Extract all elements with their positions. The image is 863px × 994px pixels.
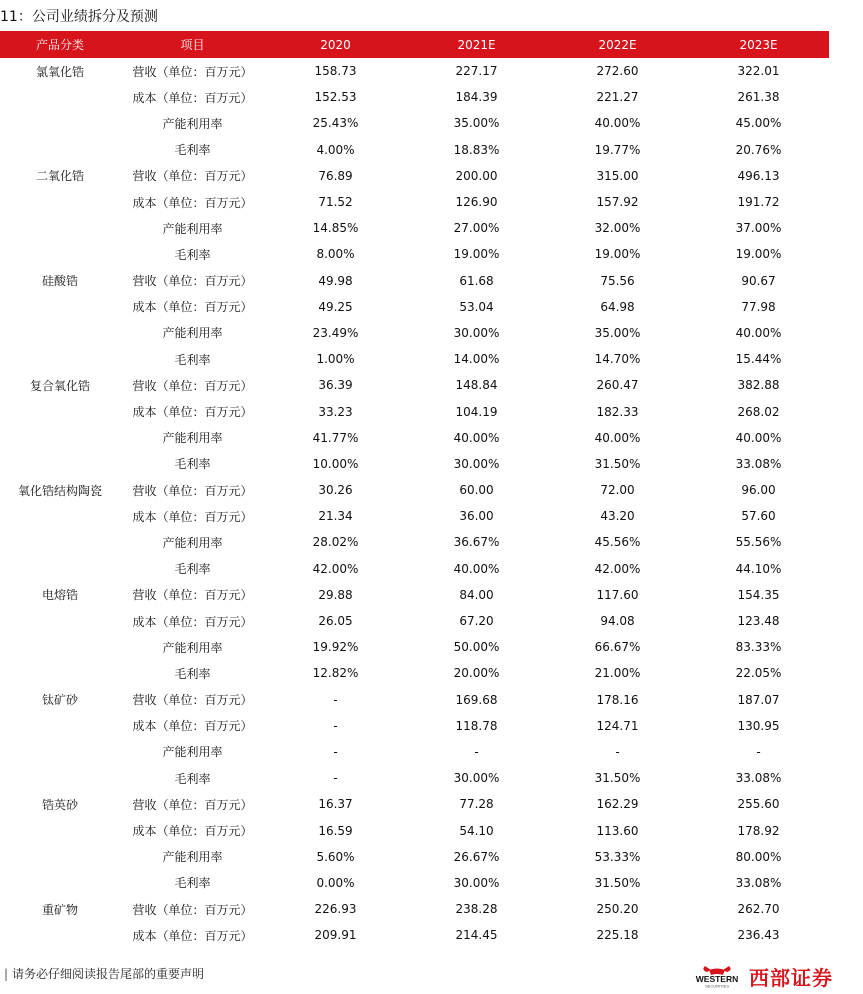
cell-value-2020: 158.73 [314, 64, 357, 79]
cell-value-2022e: 19.00% [594, 247, 641, 262]
table-row [0, 791, 829, 817]
cell-value-2023e: 33.08% [735, 875, 782, 890]
cell-value-2021e: 53.04 [459, 299, 494, 314]
cell-value-2022e: 178.16 [596, 692, 639, 707]
cell-value-2022e: 162.29 [596, 797, 639, 812]
table-row [0, 608, 829, 634]
cell-value-2021e: 19.00% [453, 247, 500, 262]
cell-value-2021e: 148.84 [455, 378, 498, 393]
cell-value-2023e: 178.92 [737, 823, 780, 838]
cell-category [0, 556, 120, 582]
cell-category [0, 451, 120, 477]
cell-value-2022e: 221.27 [596, 90, 639, 105]
table-row [0, 896, 829, 922]
cell-value-2023e: - [756, 744, 761, 759]
cell-category [0, 765, 120, 791]
cell-value-2020: 33.23 [318, 404, 353, 419]
cell-value-2023e: 154.35 [737, 587, 780, 602]
cell-value-2023e: 77.98 [741, 299, 776, 314]
cell-value-2021e: 27.00% [453, 221, 500, 236]
cell-category [0, 215, 120, 241]
cell-value-2023e: 37.00% [735, 221, 782, 236]
table-title: 11：公司业绩拆分及预测 [0, 9, 158, 25]
table-row [0, 163, 829, 189]
table-row [0, 817, 829, 843]
cell-value-2020: 26.05 [318, 614, 353, 629]
cell-value-2023e: 20.76% [735, 142, 782, 157]
cell-value-2023e: 19.00% [735, 247, 782, 262]
table-row [0, 922, 829, 948]
cell-value-2023e: 96.00 [741, 483, 776, 498]
cell-value-2020: 49.98 [318, 273, 353, 288]
table-row [0, 372, 829, 398]
table-row [0, 215, 829, 241]
table-row [0, 870, 829, 896]
cell-value-2023e: 57.60 [741, 509, 776, 524]
cell-value-2020: 19.92% [312, 640, 359, 655]
cell-item: 产能利用率 [162, 745, 223, 760]
cell-value-2021e: 30.00% [453, 456, 500, 471]
cell-item: 毛利率 [174, 457, 211, 472]
cell-item: 成本（单位：百万元） [132, 90, 253, 105]
cell-value-2022e: 75.56 [600, 273, 635, 288]
cell-value-2023e: 268.02 [737, 404, 780, 419]
cell-value-2023e: 40.00% [735, 325, 782, 340]
cell-category [0, 922, 120, 948]
cell-value-2023e: 83.33% [735, 640, 782, 655]
cell-item: 毛利率 [174, 666, 211, 681]
table-row [0, 137, 829, 163]
cell-item: 成本（单位：百万元） [132, 509, 253, 524]
cell-value-2020: 23.49% [312, 325, 359, 340]
cell-value-2021e: 30.00% [453, 875, 500, 890]
cell-value-2021e: 118.78 [455, 718, 498, 733]
cell-category [0, 84, 120, 110]
cell-category [0, 398, 120, 424]
cell-value-2021e: 14.00% [453, 352, 500, 367]
table-row [0, 320, 829, 346]
cell-value-2023e: 496.13 [737, 168, 780, 183]
cell-value-2021e: - [474, 744, 479, 759]
cell-item: 产能利用率 [162, 431, 223, 446]
cell-item: 营收（单位：百万元） [132, 274, 253, 289]
cell-value-2020: 8.00% [316, 247, 355, 262]
cell-value-2022e: 94.08 [600, 614, 635, 629]
table-row [0, 739, 829, 765]
cell-item: 营收（单位：百万元） [132, 797, 253, 812]
cell-category [0, 870, 120, 896]
cell-value-2020: 21.34 [318, 509, 353, 524]
cell-value-2023e: 191.72 [737, 195, 780, 210]
cell-value-2023e: 55.56% [735, 535, 782, 550]
table-row [0, 346, 829, 372]
cell-category: 锆英砂 [41, 797, 78, 812]
cell-value-2022e: 66.67% [594, 640, 641, 655]
cell-value-2021e: 126.90 [455, 195, 498, 210]
cell-category [0, 137, 120, 163]
cell-value-2020: 152.53 [314, 90, 357, 105]
cell-category [0, 817, 120, 843]
cell-category [0, 425, 120, 451]
cell-value-2023e: 15.44% [735, 352, 782, 367]
cell-value-2020: 16.59 [318, 823, 353, 838]
cell-value-2021e: 61.68 [459, 273, 494, 288]
cell-value-2020: 36.39 [318, 378, 353, 393]
cell-value-2023e: 130.95 [737, 718, 780, 733]
cell-category: 电熔锆 [41, 588, 78, 603]
cell-value-2023e: 33.08% [735, 771, 782, 786]
table-row [0, 582, 829, 608]
cell-value-2020: 4.00% [316, 142, 355, 157]
cell-value-2022e: 272.60 [596, 64, 639, 79]
cell-item: 营收（单位：百万元） [132, 64, 253, 79]
cell-value-2021e: 20.00% [453, 666, 500, 681]
cell-value-2023e: 187.07 [737, 692, 780, 707]
cell-value-2022e: 43.20 [600, 509, 635, 524]
cell-value-2020: 5.60% [316, 849, 355, 864]
cell-value-2022e: 124.71 [596, 718, 639, 733]
table-row [0, 241, 829, 267]
cell-item: 成本（单位：百万元） [132, 719, 253, 734]
cell-value-2022e: 31.50% [594, 875, 641, 890]
cell-item: 毛利率 [174, 352, 211, 367]
cell-value-2020: 76.89 [318, 168, 353, 183]
cell-value-2021e: 26.67% [453, 849, 500, 864]
cell-value-2022e: 260.47 [596, 378, 639, 393]
cell-value-2022e: 19.77% [594, 142, 641, 157]
cell-value-2020: - [333, 771, 338, 786]
disclaimer [4, 965, 204, 982]
cell-value-2022e: 40.00% [594, 116, 641, 131]
cell-category: 复合氧化锆 [29, 378, 90, 393]
cell-item: 成本（单位：百万元） [132, 195, 253, 210]
cell-value-2021e: 238.28 [455, 902, 498, 917]
cell-category [0, 529, 120, 555]
cell-category [0, 294, 120, 320]
cell-item: 营收（单位：百万元） [132, 378, 253, 393]
cell-item: 产能利用率 [162, 850, 223, 865]
cell-category: 重矿物 [41, 902, 78, 917]
header-2023e: 2023E [688, 31, 829, 58]
cell-value-2020: - [333, 744, 338, 759]
cell-value-2021e: 227.17 [455, 64, 498, 79]
cell-value-2020: 226.93 [314, 902, 357, 917]
cell-value-2022e: 250.20 [596, 902, 639, 917]
cell-value-2020: 0.00% [316, 875, 355, 890]
cell-value-2023e: 40.00% [735, 430, 782, 445]
table-row [0, 425, 829, 451]
cell-value-2023e: 44.10% [735, 561, 782, 576]
table-row [0, 529, 829, 555]
cell-item: 成本（单位：百万元） [132, 824, 253, 839]
table-row [0, 713, 829, 739]
table-header-row [0, 31, 829, 58]
table-row [0, 556, 829, 582]
cell-value-2021e: 54.10 [459, 823, 494, 838]
cell-item: 产能利用率 [162, 640, 223, 655]
table-row [0, 110, 829, 136]
table-row [0, 84, 829, 110]
cell-value-2021e: 40.00% [453, 561, 500, 576]
cell-item: 营收（单位：百万元） [132, 693, 253, 708]
cell-category [0, 241, 120, 267]
cell-value-2022e: 113.60 [596, 823, 639, 838]
table-row [0, 58, 829, 84]
cell-value-2021e: 18.83% [453, 142, 500, 157]
cell-category [0, 713, 120, 739]
cell-value-2020: 42.00% [312, 561, 359, 576]
cell-value-2022e: 31.50% [594, 771, 641, 786]
cell-value-2021e: 36.00 [459, 509, 494, 524]
cell-value-2022e: 40.00% [594, 430, 641, 445]
logo-cn-text: 西部证券 [749, 965, 833, 990]
cell-item: 毛利率 [174, 876, 211, 891]
cell-category [0, 320, 120, 346]
cell-value-2022e: 117.60 [596, 587, 639, 602]
table-row [0, 503, 829, 529]
cell-value-2023e: 236.43 [737, 928, 780, 943]
header-category: 产品分类 [0, 31, 120, 58]
cell-value-2023e: 255.60 [737, 797, 780, 812]
cell-value-2023e: 123.48 [737, 614, 780, 629]
cell-value-2023e: 322.01 [737, 64, 780, 79]
cell-value-2023e: 22.05% [735, 666, 782, 681]
header-2021e: 2021E [406, 31, 547, 58]
page-footer [0, 962, 863, 994]
table-row [0, 660, 829, 686]
cell-value-2021e: 60.00 [459, 483, 494, 498]
cell-category: 硅酸锆 [41, 274, 78, 289]
cell-item: 成本（单位：百万元） [132, 614, 253, 629]
cell-value-2021e: 67.20 [459, 614, 494, 629]
cell-item: 营收（单位：百万元） [132, 169, 253, 184]
table-row [0, 477, 829, 503]
cell-value-2023e: 262.70 [737, 902, 780, 917]
logo-wordmark: WESTERN [695, 974, 739, 984]
cell-item: 毛利率 [174, 771, 211, 786]
cell-value-2022e: 31.50% [594, 456, 641, 471]
cell-value-2020: 30.26 [318, 483, 353, 498]
cell-item: 营收（单位：百万元） [132, 588, 253, 603]
cell-category [0, 608, 120, 634]
cell-value-2020: - [333, 718, 338, 733]
table-row [0, 189, 829, 215]
cell-item: 成本（单位：百万元） [132, 300, 253, 315]
cell-value-2020: 209.91 [314, 928, 357, 943]
cell-item: 产能利用率 [162, 326, 223, 341]
cell-value-2020: 25.43% [312, 116, 359, 131]
cell-value-2021e: 50.00% [453, 640, 500, 655]
cell-value-2021e: 36.67% [453, 535, 500, 550]
table-row [0, 451, 829, 477]
cell-value-2020: - [333, 692, 338, 707]
cell-value-2020: 28.02% [312, 535, 359, 550]
cell-value-2023e: 80.00% [735, 849, 782, 864]
cell-value-2020: 12.82% [312, 666, 359, 681]
cell-item: 营收（单位：百万元） [132, 902, 253, 917]
cell-category: 氯氧化锆 [35, 64, 84, 79]
header-item: 项目 [120, 31, 265, 58]
table-row [0, 634, 829, 660]
cell-value-2022e: 157.92 [596, 195, 639, 210]
cell-category [0, 189, 120, 215]
cell-value-2022e: 35.00% [594, 325, 641, 340]
table-row [0, 398, 829, 424]
cell-value-2022e: 53.33% [594, 849, 641, 864]
cell-value-2020: 1.00% [316, 352, 355, 367]
cell-value-2023e: 33.08% [735, 456, 782, 471]
cell-value-2021e: 169.68 [455, 692, 498, 707]
cell-value-2021e: 30.00% [453, 771, 500, 786]
cell-value-2020: 71.52 [318, 195, 353, 210]
disclaimer-text: 请务必仔细阅读报告尾部的重要声明 [12, 967, 205, 981]
footer-separator: | [4, 967, 9, 981]
cell-value-2022e: 72.00 [600, 483, 635, 498]
cell-value-2021e: 40.00% [453, 430, 500, 445]
cell-value-2022e: 21.00% [594, 666, 641, 681]
header-2020: 2020 [265, 31, 406, 58]
cell-value-2020: 49.25 [318, 299, 353, 314]
cell-item: 成本（单位：百万元） [132, 405, 253, 420]
cell-value-2022e: 225.18 [596, 928, 639, 943]
cell-value-2020: 41.77% [312, 430, 359, 445]
cell-value-2022e: 45.56% [594, 535, 641, 550]
header-2022e: 2022E [547, 31, 688, 58]
table-row [0, 765, 829, 791]
cell-value-2023e: 382.88 [737, 378, 780, 393]
cell-value-2022e: 32.00% [594, 221, 641, 236]
cell-value-2021e: 30.00% [453, 325, 500, 340]
logo-sub: SECURITIES [704, 983, 730, 988]
cell-item: 毛利率 [174, 562, 211, 577]
cell-value-2021e: 35.00% [453, 116, 500, 131]
cell-value-2022e: 315.00 [596, 168, 639, 183]
cell-value-2022e: 14.70% [594, 352, 641, 367]
cell-value-2023e: 261.38 [737, 90, 780, 105]
table-row [0, 687, 829, 713]
cell-value-2023e: 90.67 [741, 273, 776, 288]
cell-category [0, 346, 120, 372]
cell-value-2021e: 77.28 [459, 797, 494, 812]
cell-value-2022e: 42.00% [594, 561, 641, 576]
forecast-table [0, 31, 829, 948]
cell-value-2021e: 214.45 [455, 928, 498, 943]
cell-value-2020: 29.88 [318, 587, 353, 602]
company-logo [691, 962, 833, 990]
cell-category [0, 739, 120, 765]
cell-value-2022e: 64.98 [600, 299, 635, 314]
cell-category: 二氧化锆 [35, 169, 84, 184]
cell-category [0, 844, 120, 870]
cell-item: 产能利用率 [162, 535, 223, 550]
cell-category [0, 634, 120, 660]
cell-item: 产能利用率 [162, 116, 223, 131]
table-row [0, 294, 829, 320]
cell-item: 营收（单位：百万元） [132, 483, 253, 498]
cell-category [0, 503, 120, 529]
cell-value-2020: 16.37 [318, 797, 353, 812]
table-body [0, 58, 829, 948]
cell-category: 钛矿砂 [41, 693, 78, 708]
cell-category [0, 660, 120, 686]
cell-value-2021e: 104.19 [455, 404, 498, 419]
cell-category [0, 110, 120, 136]
cell-value-2023e: 45.00% [735, 116, 782, 131]
cell-value-2021e: 184.39 [455, 90, 498, 105]
cell-value-2020: 10.00% [312, 456, 359, 471]
cell-category: 氧化锆结构陶瓷 [17, 483, 102, 498]
table-row [0, 844, 829, 870]
cell-value-2021e: 84.00 [459, 587, 494, 602]
cell-value-2021e: 200.00 [455, 168, 498, 183]
bull-logo-icon [691, 964, 743, 988]
cell-value-2022e: - [615, 744, 620, 759]
cell-item: 产能利用率 [162, 221, 223, 236]
cell-item: 毛利率 [174, 247, 211, 262]
cell-item: 毛利率 [174, 143, 211, 158]
cell-value-2020: 14.85% [312, 221, 359, 236]
cell-item: 成本（单位：百万元） [132, 928, 253, 943]
cell-value-2022e: 182.33 [596, 404, 639, 419]
table-row [0, 268, 829, 294]
